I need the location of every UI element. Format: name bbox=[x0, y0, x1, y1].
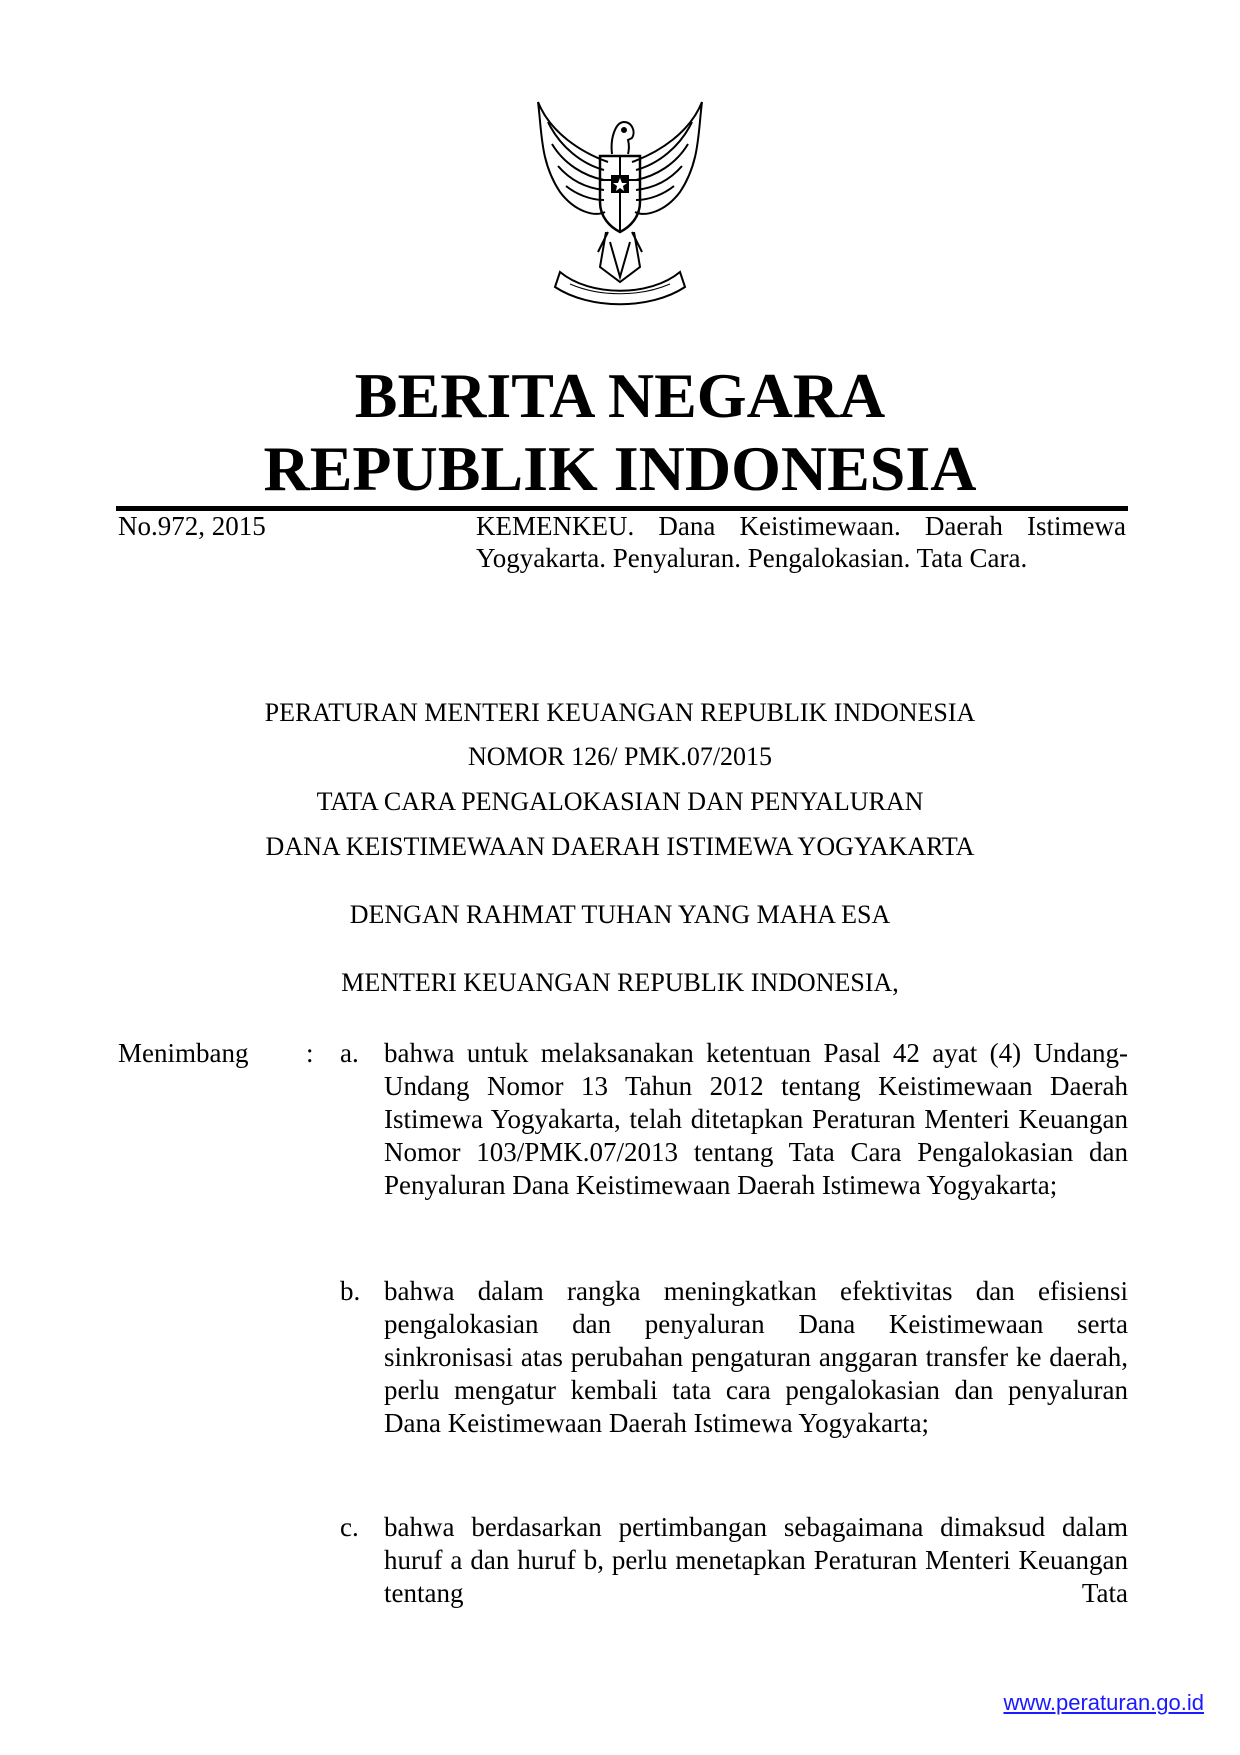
regulation-title: PERATURAN MENTERI KEUANGAN REPUBLIK INDONESIA bbox=[264, 698, 976, 727]
issuing-authority: MENTERI KEUANGAN REPUBLIK INDONESIA, bbox=[341, 968, 899, 997]
invocation: DENGAN RAHMAT TUHAN YANG MAHA ESA bbox=[349, 900, 891, 929]
consideration-letter: a. bbox=[340, 1038, 359, 1068]
masthead-title-line1: BERITA NEGARA bbox=[354, 360, 886, 431]
menimbang-label: Menimbang bbox=[118, 1038, 249, 1068]
consideration-letter: c. bbox=[340, 1512, 359, 1542]
regulation-number: NOMOR 126/ PMK.07/2015 bbox=[467, 742, 773, 771]
menimbang-colon: : bbox=[306, 1038, 314, 1068]
regulation-subject-line2: DANA KEISTIMEWAAN DAERAH ISTIMEWA YOGYAKARTA bbox=[265, 832, 975, 861]
consideration-text: bahwa untuk melaksanakan ketentuan Pasal 42 ayat (4) Undang-Undang Nomor 13 Tahun 2012 tentang Keistimewaan Daerah Istimewa Yogyakarta, telah ditetapkan Peraturan Menteri Keuangan Nomor 103/PMK.07/2013 tentang Tata Cara Pengalokasian dan Penyaluran Dana Keistimewaan Daerah Istimewa Yogyakarta; bbox=[384, 1038, 1128, 1200]
regulation-subject-line1: TATA CARA PENGALOKASIAN DAN PENYALURAN bbox=[316, 787, 924, 816]
consideration-letter: b. bbox=[340, 1276, 361, 1306]
consideration-text: bahwa berdasarkan pertimbangan sebagaimana dimaksud dalam huruf a dan huruf b, perlu menetapkan Peraturan Menteri Keuangan tentang Tata bbox=[384, 1512, 1128, 1608]
footer-website-link[interactable]: www.peraturan.go.id bbox=[1003, 1690, 1204, 1715]
garuda-emblem-icon bbox=[520, 92, 720, 312]
consideration-text: bahwa dalam rangka meningkatkan efektivitas dan efisiensi pengalokasian dan penyaluran Dana Keistimewaan serta sinkronisasi atas perubahan pengaturan anggaran transfer ke daerah, perlu mengatur kembali tata cara pengalokasian dan penyaluran Dana Keistimewaan Daerah Istimewa Yogyakarta; bbox=[384, 1276, 1128, 1438]
issue-number: No.972, 2015 bbox=[118, 511, 266, 541]
issue-subject: KEMENKEU. Dana Keistimewaan. Daerah Istimewa Yogyakarta. Penyaluran. Pengalokasian. Tata Cara. bbox=[476, 511, 1126, 573]
masthead-title-line2: REPUBLIK INDONESIA bbox=[263, 433, 977, 504]
